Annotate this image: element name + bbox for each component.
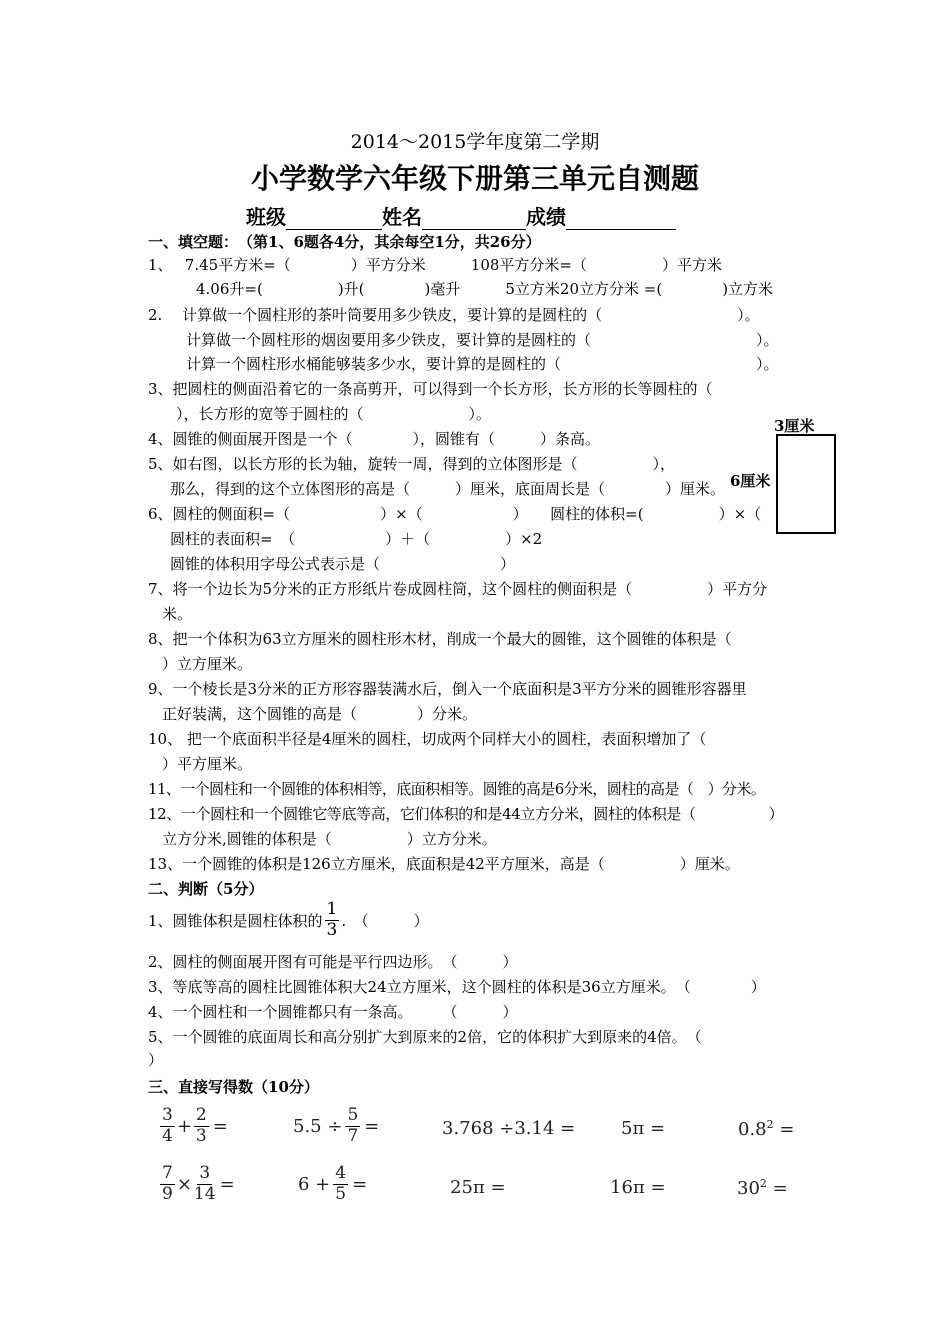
fraction [160, 1164, 175, 1204]
operator: × [176, 1173, 192, 1195]
question-8a: 8、把一个体积为63立方厘米的圆柱形木材，削成一个最大的圆锥，这个圆锥的体积是（ [148, 630, 732, 648]
calc-2-5 [737, 1177, 788, 1199]
exponent: 2 [759, 1177, 767, 1190]
calc-1-5 [738, 1118, 794, 1140]
judge-1-text: 1、圆锥体积是圆柱体积的 [148, 911, 323, 930]
numerator: 5 [347, 1105, 359, 1125]
section3-heading: 三、直接写得数（10分） [148, 1078, 319, 1096]
question-1b: 4.06升=( )升( )毫升 5立方米20立方分米 =( )立方米 [196, 280, 774, 298]
student-info-row [246, 201, 676, 230]
class-label: 班级 [246, 205, 286, 229]
question-2a: 2. 计算做一个圆柱形的茶叶筒要用多少铁皮，要计算的是圆柱的（ ）。 [148, 306, 760, 324]
question-11: 11、一个圆柱和一个圆锥的体积相等，底面积相等。圆锥的高是6分米，圆柱的高是（ ）分米。 [148, 780, 766, 798]
school-term: 2014～2015学年度第二学期 [350, 131, 600, 153]
numerator: 3 [199, 1163, 211, 1183]
question-4: 4、圆锥的侧面展开图是一个（ ），圆锥有（ ）条高。 [148, 430, 601, 448]
rectangle-figure [776, 434, 836, 534]
numerator: 7 [162, 1163, 173, 1183]
equals: = [219, 1173, 235, 1195]
numerator: 2 [195, 1105, 207, 1125]
numerator: 4 [335, 1163, 347, 1183]
calc-2-4: 16π = [610, 1177, 666, 1198]
question-7b: 米。 [162, 605, 193, 623]
figure-length-label: 6厘米 [730, 472, 771, 490]
judge-5b: ） [148, 1051, 164, 1069]
calc-prefix: 6 + [298, 1173, 331, 1195]
denominator: 7 [347, 1125, 359, 1146]
operator: + [176, 1115, 192, 1137]
denominator: 14 [193, 1183, 216, 1204]
fraction [194, 1106, 209, 1146]
figure-width-label: 3厘米 [774, 417, 815, 435]
equals: = [212, 1115, 228, 1137]
name-label: 姓名 [382, 205, 422, 229]
fraction [333, 1164, 348, 1204]
base: 0.8 [738, 1119, 767, 1140]
question-3b: ），长方形的宽等于圆柱的（ ）。 [176, 405, 492, 423]
question-9b: 正好装满，这个圆锥的高是（ ）分米。 [162, 705, 478, 723]
fraction [345, 1106, 360, 1146]
score-blank[interactable] [566, 207, 676, 230]
fraction [194, 1164, 216, 1204]
question-1a: 1、 7.45平方米=（ ）平方分米 108平方分米=（ ）平方米 [148, 256, 722, 274]
calc-2-2 [298, 1164, 367, 1204]
question-10a: 10、 把一个底面积半径是4厘米的圆柱，切成两个同样大小的圆柱，表面积增加了（ [148, 730, 707, 748]
question-8b: ）立方厘米。 [162, 655, 253, 673]
equals: = [766, 1178, 788, 1199]
section2-heading: 二、判断（5分） [148, 880, 264, 898]
equals: = [364, 1115, 380, 1137]
fraction-denominator: 3 [326, 919, 338, 940]
denominator: 3 [195, 1125, 207, 1146]
page-title: 小学数学六年级下册第三单元自测题 [250, 162, 699, 195]
question-6b: 圆柱的表面积= （ ）＋（ ）×2 [170, 530, 543, 548]
numerator: 3 [162, 1105, 173, 1125]
judge-1-end: . （ ） [341, 911, 429, 930]
question-9a: 9、一个棱长是3分米的正方形容器装满水后，倒入一个底面积是3平方分米的圆锥形容器里 [148, 680, 747, 698]
question-5b: 那么，得到的这个立体图形的高是（ ）厘米，底面周长是（ ）厘米。 [170, 480, 726, 498]
equals: = [773, 1119, 795, 1140]
question-13: 13、一个圆锥的体积是126立方厘米，底面积是42平方厘米，高是（ ）厘米。 [148, 855, 740, 873]
denominator: 5 [335, 1183, 347, 1204]
judge-2: 2、圆柱的侧面展开图有可能是平行四边形。 （ ） [148, 953, 518, 971]
question-12a: 12、一个圆柱和一个圆锥它等底等高，它们体积的和是44立方分米，圆柱的体积是（ ） [148, 805, 784, 823]
name-blank[interactable] [422, 207, 526, 230]
question-6a: 6、圆柱的侧面积=（ ）×（ ） 圆柱的体积=( ）×（ [148, 505, 762, 523]
section1-heading: 一、填空题： （第1、6题各4分，其余每空1分，共26分） [148, 233, 541, 251]
question-12b: 立方分米,圆锥的体积是（ ）立方分米。 [162, 830, 497, 848]
fraction [160, 1106, 175, 1146]
question-7a: 7、将一个边长为5分米的正方形纸片卷成圆柱筒，这个圆柱的侧面积是（ ）平方分 [148, 580, 768, 598]
class-blank[interactable] [286, 207, 382, 230]
calc-2-3: 25π = [450, 1177, 506, 1198]
fraction-one-third [325, 900, 340, 940]
fraction-numerator: 1 [326, 899, 338, 919]
score-label: 成绩 [526, 205, 566, 229]
question-6c: 圆锥的体积用字母公式表示是（ ） [170, 555, 516, 573]
calc-2-1 [160, 1164, 235, 1204]
question-5a: 5、如右图，以长方形的长为轴，旋转一周，得到的立体图形是（ ）， [148, 455, 676, 473]
calc-1-4: 5π = [621, 1118, 666, 1139]
calc-1-3: 3.768 ÷3.14 = [442, 1118, 576, 1139]
denominator: 4 [162, 1125, 173, 1146]
judge-3: 3、等底等高的圆柱比圆锥体积大24立方厘米，这个圆柱的体积是36立方厘米。 （ ） [148, 978, 766, 996]
question-10b: ）平方厘米。 [162, 755, 253, 773]
judge-5a: 5、一个圆锥的底面周长和高分别扩大到原来的2倍，它的体积扩大到原来的4倍。 （ [148, 1028, 702, 1046]
question-2b: 计算做一个圆柱形的烟囱要用多少铁皮，要计算的是圆柱的（ ）。 [186, 331, 779, 349]
judge-1 [148, 900, 429, 940]
calc-1-2 [293, 1106, 379, 1146]
calc-1-1 [160, 1106, 228, 1146]
exponent: 2 [766, 1118, 774, 1131]
question-3a: 3、把圆柱的侧面沿着它的一条高剪开，可以得到一个长方形，长方形的长等圆柱的（ [148, 380, 713, 398]
denominator: 9 [162, 1183, 173, 1204]
calc-prefix: 5.5 ÷ [293, 1115, 343, 1137]
judge-4: 4、一个圆柱和一个圆锥都只有一条高。 （ ） [148, 1003, 518, 1021]
base: 30 [737, 1178, 760, 1199]
equals: = [352, 1173, 368, 1195]
question-2c: 计算一个圆柱形水桶能够装多少水，要计算的是圆柱的（ ）。 [186, 355, 779, 373]
